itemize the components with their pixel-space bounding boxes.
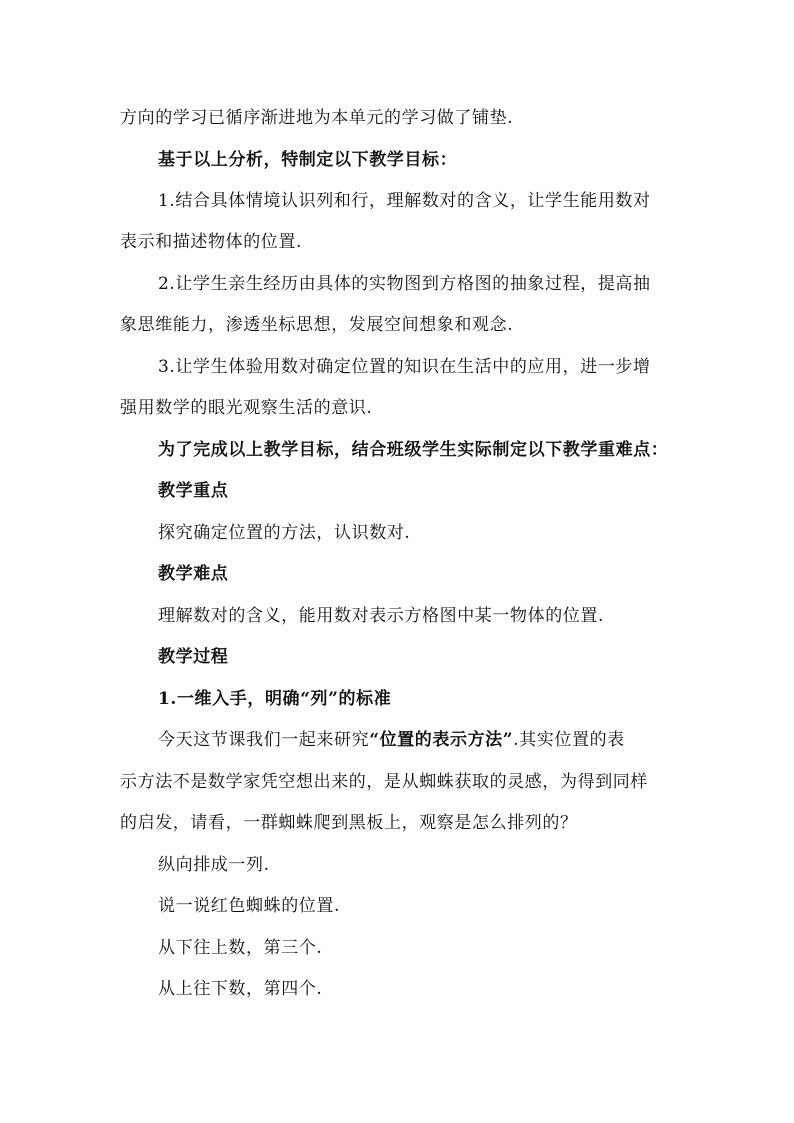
difficult-point-text: 理解数对的含义，能用数对表示方格图中某一物体的位置. <box>158 606 605 626</box>
answer-3: 从上往下数，第四个. <box>158 979 323 999</box>
step-1-line-1-start: 今天这节课我们一起来研究 <box>158 730 370 750</box>
objective-3-line-1: 3.让学生体验用数对确定位置的知识在生活中的应用，进一步增 <box>158 357 651 377</box>
step-1-line-2: 示方法不是数学家凭空想出来的，是从蜘蛛获取的灵感，为得到同样 <box>120 772 648 792</box>
key-point-heading: 教学重点 <box>158 481 229 501</box>
objective-3-line-2: 强用数学的眼光观察生活的意识. <box>120 398 373 418</box>
answer-1: 纵向排成一列. <box>158 855 270 875</box>
step-1-heading: 1.一维入手，明确“列”的标准 <box>158 689 392 709</box>
objectives-heading: 基于以上分析，特制定以下教学目标： <box>158 150 458 170</box>
objective-1-line-1: 1.结合具体情境认识列和行，理解数对的含义，让学生能用数对 <box>158 191 651 211</box>
step-1-line-3: 的启发，请看，一群蜘蛛爬到黑板上，观察是怎么排列的？ <box>120 813 578 833</box>
objective-1-line-2: 表示和描述物体的位置. <box>120 232 303 252</box>
paragraph-tail: 方向的学习已循序渐进地为本单元的学习做了铺垫. <box>120 108 514 128</box>
step-1-line-1-end: .其实位置的表 <box>513 730 625 750</box>
objective-2-line-1: 2.让学生亲生经历由具体的实物图到方格图的抽象过程，提高抽 <box>158 274 651 294</box>
prompt-2: 说一说红色蜘蛛的位置. <box>158 896 341 916</box>
difficult-point-heading: 教学难点 <box>158 564 229 584</box>
process-heading: 教学过程 <box>158 647 229 667</box>
key-point-text: 探究确定位置的方法，认识数对. <box>158 523 411 543</box>
keypoints-heading: 为了完成以上教学目标，结合班级学生实际制定以下教学重难点： <box>158 440 669 460</box>
objective-2-line-2: 象思维能力，渗透坐标思想，发展空间想象和观念. <box>120 315 514 335</box>
step-1-line-1-emphasis: “位置的表示方法” <box>369 730 514 750</box>
answer-2: 从下往上数，第三个. <box>158 938 323 958</box>
step-1-line-1 <box>158 729 680 751</box>
